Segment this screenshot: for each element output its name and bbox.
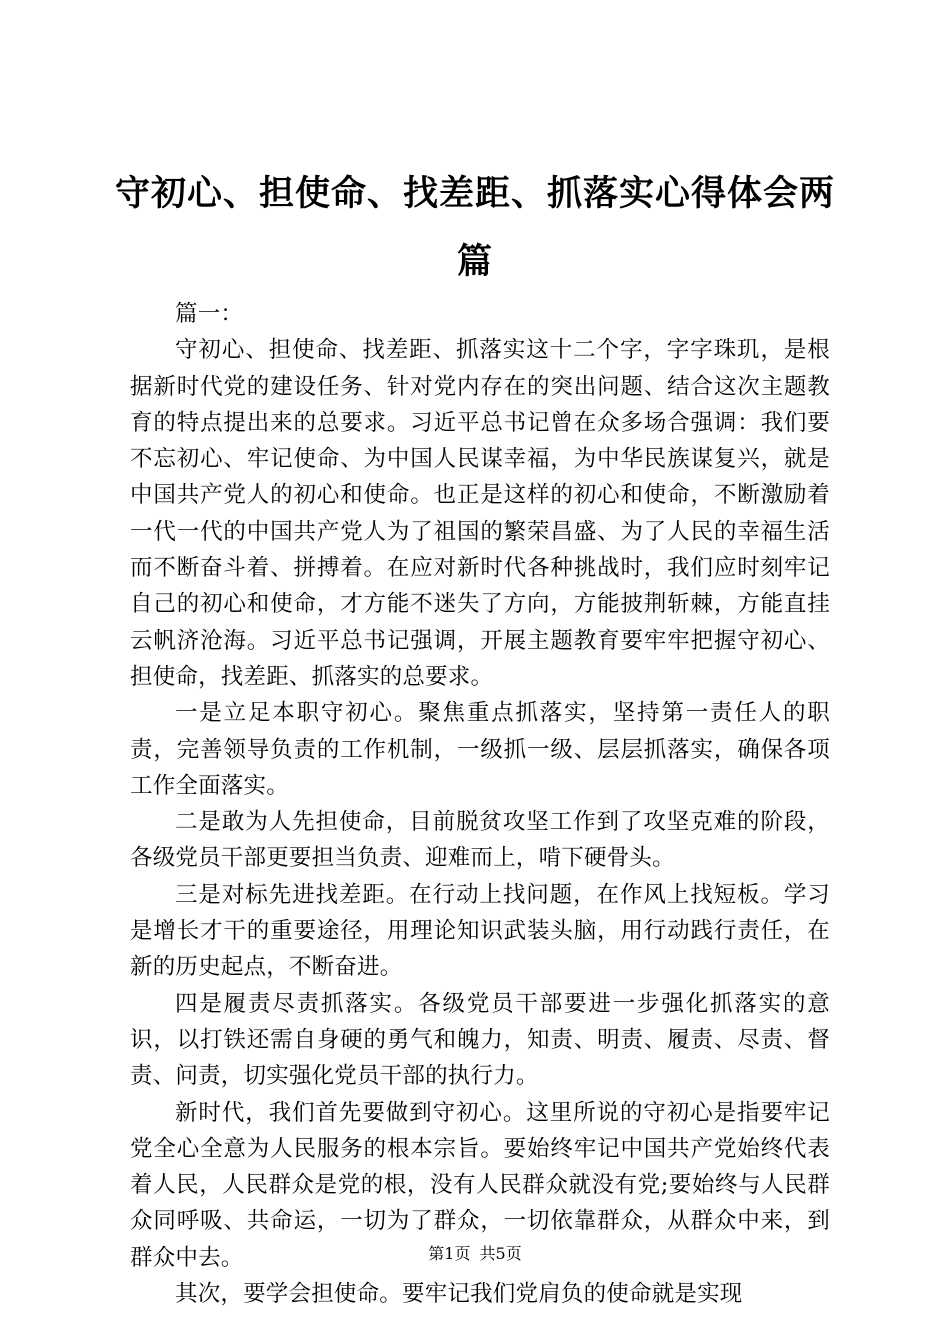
page-total: 共5页	[479, 1244, 522, 1263]
paragraph-point-three: 三是对标先进找差距。在行动上找问题，在作风上找短板。学习是增长才干的重要途径，用理论知识武装头脑，用行动践行责任，在新的历史起点，不断奋进。	[130, 881, 830, 981]
page-number: 第1页	[428, 1244, 471, 1263]
paragraph-point-four: 四是履责尽责抓落实。各级党员干部要进一步强化抓落实的意识，以打铁还需自身硬的勇气和魄力，知责、明责、履责、尽责、督责、问责，切实强化党员干部的执行力。	[130, 990, 830, 1090]
page-footer	[0, 1244, 950, 1264]
paragraph-intro: 守初心、担使命、找差距、抓落实这十二个字，字字珠玑，是根据新时代党的建设任务、针对党内存在的突出问题、结合这次主题教育的特点提出来的总要求。习近平总书记曾在众多场合强调：我们要不忘初心、牢记使命、为中国人民谋幸福，为中华民族谋复兴，就是中国共产党人的初心和使命。也正是这样的初心和使命，不断激励着一代一代的中国共产党人为了祖国的繁荣昌盛、为了人民的幸福生活而不断奋斗着、拼搏着。在应对新时代各种挑战时，我们应时刻牢记自己的初心和使命，才方能不迷失了方向，方能披荆斩棘，方能直挂云帆济沧海。习近平总书记强调，开展主题教育要牢牢把握守初心、担使命，找差距、抓落实的总要求。	[130, 337, 830, 690]
document-title: 守初心、担使命、找差距、抓落实心得体会两篇	[114, 173, 835, 282]
paragraph-section-heading: 篇一：	[175, 301, 244, 327]
document-body	[130, 296, 830, 1312]
paragraph-second: 其次，要学会担使命。要牢记我们党肩负的使命就是实现	[175, 1281, 743, 1308]
paragraph-point-two: 二是敢为人先担使命，目前脱贫攻坚工作到了攻坚克难的阶段，各级党员干部更要担当负责、迎难而上，啃下硬骨头。	[130, 809, 830, 872]
paragraph-new-era: 新时代，我们首先要做到守初心。这里所说的守初心是指要牢记党全心全意为人民服务的根本宗旨。要始终牢记中国共产党始终代表着人民，人民群众是党的根，没有人民群众就没有党;要始终与人民群众同呼吸、共命运，一切为了群众，一切依靠群众，从群众中来，到群众中去。	[130, 1099, 830, 1271]
paragraph-point-one: 一是立足本职守初心。聚焦重点抓落实，坚持第一责任人的职责，完善领导负责的工作机制，一级抓一级、层层抓落实，确保各项工作全面落实。	[130, 700, 830, 799]
